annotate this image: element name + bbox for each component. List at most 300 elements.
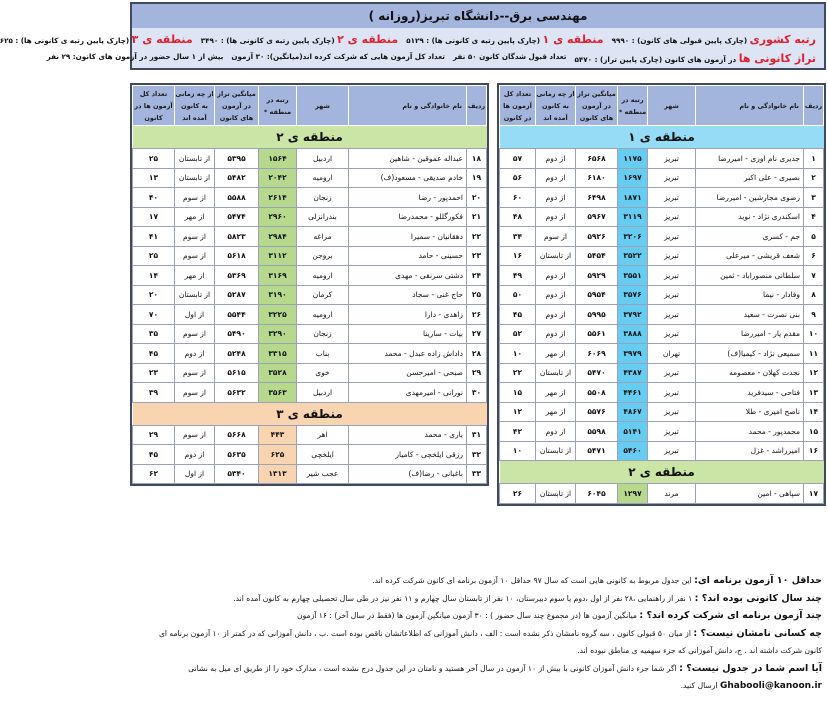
summary-header <box>0 2 826 70</box>
zone-label: منطقه ی ۳ <box>133 402 487 425</box>
zone-rank: ۲۰۴۲ <box>259 168 297 188</box>
city: تبریز <box>648 266 696 286</box>
exam-count: ۲۰ <box>133 285 175 305</box>
table-row <box>500 188 824 208</box>
average-score: ۵۵۷۶ <box>576 402 618 422</box>
zone-rank: ۳۲۰۶ <box>618 227 648 247</box>
table-row <box>133 227 487 247</box>
average-score: ۵۵۶۱ <box>576 324 618 344</box>
zone-rank: ۴۳۸۷ <box>618 363 648 383</box>
row-number: ۱۴ <box>804 402 824 422</box>
student-name: سلطانی منصوراباد - ثمین <box>696 266 804 286</box>
joined-since: از تابستان <box>536 441 576 461</box>
table-row <box>133 344 487 364</box>
zone-rank: ۱۱۷۵ <box>618 149 648 169</box>
table-row <box>500 266 824 286</box>
student-name: خادم صدیقی - مسعود(ف) <box>349 168 467 188</box>
zone-rank: ۳۱۹۰ <box>259 285 297 305</box>
zone-rank: ۳۵۵۱ <box>618 266 648 286</box>
average-score: ۵۶۱۸ <box>215 246 259 266</box>
student-name: صبحی - امیرحسن <box>349 363 467 383</box>
zone-label: منطقه ی ۲ <box>133 126 487 149</box>
zone-label: منطقه ی ۲ <box>500 461 824 484</box>
student-name: مقدم یار - امیررضا <box>696 324 804 344</box>
zone-section-header <box>500 461 824 484</box>
student-name: رزقی ایلخچی - کامیار <box>349 445 467 465</box>
row-number: ۳۲ <box>467 445 487 465</box>
exam-count: ۴۸ <box>500 207 536 227</box>
joined-since: از اول <box>175 464 215 484</box>
joined-since: از دوم <box>175 344 215 364</box>
stat-zone1: منطقه ی ۱ (چارک پایین رتبه ی کانونی ها) : ۵۱۲۹ <box>406 33 604 46</box>
joined-since: از سوم <box>175 383 215 403</box>
city: بناب <box>297 344 349 364</box>
row-number: ۱۲ <box>804 363 824 383</box>
city: تبریز <box>648 285 696 305</box>
row-number: ۲۳ <box>467 246 487 266</box>
city: تبریز <box>648 168 696 188</box>
student-name: دهقانیان - سمیرا <box>349 227 467 247</box>
student-name: ناصح امیری - طلا <box>696 402 804 422</box>
row-number: ۲۹ <box>467 363 487 383</box>
notes-section <box>132 572 822 696</box>
table-row <box>500 246 824 266</box>
city: تبریز <box>648 305 696 325</box>
student-name: بصیری - علی اکبر <box>696 168 804 188</box>
table-row <box>500 305 824 325</box>
table-row <box>500 402 824 422</box>
note-4-cont: کانون شرکت داشته اند . ج، دانش آموزانی که جزء سهمیه ی مناطق نبوده اند. <box>577 646 822 655</box>
table-row <box>500 149 824 169</box>
zone-rank: ۵۱۴۱ <box>618 422 648 442</box>
average-score: ۵۴۵۴ <box>576 246 618 266</box>
exam-count: ۲۵ <box>133 246 175 266</box>
row-number: ۲۸ <box>467 344 487 364</box>
joined-since: از دوم <box>536 149 576 169</box>
zone-rank: ۳۵۷۶ <box>618 285 648 305</box>
city: اهر <box>297 425 349 445</box>
average-score: ۵۹۲۶ <box>576 227 618 247</box>
zone-rank: ۶۲۵ <box>259 445 297 465</box>
student-name: فتاحی - سیدفرید <box>696 383 804 403</box>
stat-national-rank: رتبه کشوری (چارک پایین قبولی های کانون) : ۹۹۹۰ <box>611 33 816 46</box>
city: زنجان <box>297 188 349 208</box>
col-since: از چه زمانی به کانون آمده اند <box>536 86 576 126</box>
results-table-right <box>497 83 826 506</box>
exam-count: ۲۹ <box>133 425 175 445</box>
exam-count: ۳۵ <box>133 324 175 344</box>
zone-rank: ۳۲۲۵ <box>259 305 297 325</box>
table-row <box>500 207 824 227</box>
col-rank: رتبه در منطقه * <box>618 86 648 126</box>
average-score: ۵۶۱۵ <box>215 363 259 383</box>
row-number: ۱۹ <box>467 168 487 188</box>
average-score: ۵۶۳۲ <box>215 383 259 403</box>
table-row <box>500 363 824 383</box>
student-name: احمدپور - رضا <box>349 188 467 208</box>
exam-count: ۵۰ <box>500 285 536 305</box>
row-number: ۲۵ <box>467 285 487 305</box>
average-score: ۶۵۶۸ <box>576 149 618 169</box>
table-row <box>133 207 487 227</box>
zone-rank: ۳۹۷۹ <box>618 344 648 364</box>
city: مرند <box>648 484 696 504</box>
exam-count: ۱۲ <box>500 402 536 422</box>
city: ایلخچی <box>297 445 349 465</box>
average-score: ۵۳۴۰ <box>215 464 259 484</box>
table-row <box>133 383 487 403</box>
zone-rank: ۱۲۹۷ <box>618 484 648 504</box>
zone-rank: ۱۳۱۳ <box>259 464 297 484</box>
row-number: ۳۰ <box>467 383 487 403</box>
zone-rank: ۳۷۹۲ <box>618 305 648 325</box>
city: ارومیه <box>297 305 349 325</box>
table-header-row <box>133 86 487 126</box>
table-row <box>500 441 824 461</box>
student-name: داداش زاده عبدل - محمد <box>349 344 467 364</box>
exam-count: ۳۴ <box>500 227 536 247</box>
stats-row-1 <box>0 33 824 46</box>
joined-since: از سوم <box>175 246 215 266</box>
joined-since: از مهر <box>175 266 215 286</box>
table-row <box>133 188 487 208</box>
col-row: ردیف <box>804 86 824 126</box>
average-score: ۵۵۰۸ <box>576 383 618 403</box>
zone-rank: ۴۴۳ <box>259 425 297 445</box>
table-row <box>133 246 487 266</box>
joined-since: از تابستان <box>536 484 576 504</box>
joined-since: از دوم <box>175 445 215 465</box>
student-name: اسکندری نژاد - نوید <box>696 207 804 227</box>
exam-count: ۱۵ <box>500 383 536 403</box>
col-since: از چه زمانی به کانون آمده اند <box>175 86 215 126</box>
table-row <box>500 227 824 247</box>
exam-count: ۱۳ <box>133 168 175 188</box>
col-name: نام خانوادگی و نام <box>349 86 467 126</box>
city: تبریز <box>648 246 696 266</box>
exam-count: ۱۷ <box>133 207 175 227</box>
average-score: ۵۴۷۱ <box>576 441 618 461</box>
zone-rank: ۴۸۶۷ <box>618 402 648 422</box>
city: بندرانزلی <box>297 207 349 227</box>
zone-rank: ۳۱۶۹ <box>259 266 297 286</box>
student-name: امیرراشد - غزل <box>696 441 804 461</box>
student-name: حاج غنی - سجاد <box>349 285 467 305</box>
stat-score: تراز کانونی ها در آزمون های کانون (چارک پایین تراز) : ۵۴۷۰ <box>574 52 816 65</box>
city: تبریز <box>648 324 696 344</box>
average-score: ۵۸۲۳ <box>215 227 259 247</box>
average-score: ۵۳۹۵ <box>215 149 259 169</box>
average-score: ۵۲۸۷ <box>215 285 259 305</box>
exam-count: ۴۲ <box>500 422 536 442</box>
row-number: ۱۳ <box>804 383 824 403</box>
exam-count: ۶۰ <box>500 188 536 208</box>
row-number: ۲۷ <box>467 324 487 344</box>
row-number: ۲۴ <box>467 266 487 286</box>
table-row <box>133 363 487 383</box>
contact-email-link[interactable]: Ghabooli@kanoon.ir <box>719 681 822 691</box>
page-title: مهندسی برق--دانشگاه تبریز(روزانه ) <box>132 4 824 28</box>
exam-count: ۴۵ <box>133 445 175 465</box>
table-row <box>133 149 487 169</box>
table-row <box>133 266 487 286</box>
zone-rank: ۲۹۸۴ <box>259 227 297 247</box>
table-row <box>133 425 487 445</box>
col-city: شهر <box>297 86 349 126</box>
zone-rank: ۳۱۱۹ <box>618 207 648 227</box>
row-number: ۲۱ <box>467 207 487 227</box>
zone-label: منطقه ی ۱ <box>500 126 824 149</box>
stat-zone3: منطقه ی ۳ (چارک پایین رتبه ی کانونی ها) : ۶۲۵ <box>0 33 193 46</box>
student-name: دشتی سرنقی - مهدی <box>349 266 467 286</box>
student-name: باغبانی - رضا(ف) <box>349 464 467 484</box>
city: بروجن <box>297 246 349 266</box>
exam-count: ۷۰ <box>133 305 175 325</box>
student-name: نورانی - امیرمهدی <box>349 383 467 403</box>
zone-section-header <box>133 126 487 149</box>
joined-since: از تابستان <box>175 285 215 305</box>
col-avg: میانگین تراز در آزمون های کانون <box>215 86 259 126</box>
student-name: محمدپور - محمد <box>696 422 804 442</box>
row-number: ۳۳ <box>467 464 487 484</box>
note-1: حداقل ۱۰ آزمون برنامه ای: این جدول مربوط به کانونی هایی است که سال ۹۷ حداقل ۱۰ آزمون برنامه ای کانون شرکت کرده اند. <box>372 575 822 586</box>
zone-rank: ۳۸۸۸ <box>618 324 648 344</box>
zone-rank: ۳۲۹۰ <box>259 324 297 344</box>
student-name: عبداله عموقین - شاهین <box>349 149 467 169</box>
row-number: ۱۸ <box>467 149 487 169</box>
exam-count: ۲۶ <box>500 484 536 504</box>
zone-rank: ۴۴۶۱ <box>618 383 648 403</box>
row-number: ۱۰ <box>804 324 824 344</box>
row-number: ۲۶ <box>467 305 487 325</box>
zone-rank: ۳۱۱۲ <box>259 246 297 266</box>
city: اردبیل <box>297 383 349 403</box>
table-body <box>500 126 824 504</box>
joined-since: از دوم <box>536 305 576 325</box>
table-header-row <box>500 86 824 126</box>
zone-rank: ۱۵۶۴ <box>259 149 297 169</box>
table-body <box>133 126 487 484</box>
student-name: جدیری نام اوری - امیررضا <box>696 149 804 169</box>
student-name: بنی نصرت - سعید <box>696 305 804 325</box>
city: تهران <box>648 344 696 364</box>
zone-rank: ۲۹۶۰ <box>259 207 297 227</box>
joined-since: از مهر <box>536 383 576 403</box>
exam-count: ۵۷ <box>500 149 536 169</box>
zone-rank: ۳۳۱۵ <box>259 344 297 364</box>
city: اردبیل <box>297 149 349 169</box>
row-number: ۱ <box>804 149 824 169</box>
row-number: ۷ <box>804 266 824 286</box>
row-number: ۶ <box>804 246 824 266</box>
exam-count: ۲۲ <box>500 363 536 383</box>
row-number: ۵ <box>804 227 824 247</box>
zone-section-header <box>133 402 487 425</box>
table-row <box>500 484 824 504</box>
average-score: ۵۹۲۹ <box>576 266 618 286</box>
average-score: ۵۲۴۸ <box>215 344 259 364</box>
exam-count: ۵۲ <box>500 324 536 344</box>
exam-count: ۴۵ <box>133 344 175 364</box>
city: زنجان <box>297 324 349 344</box>
average-score: ۵۴۷۰ <box>576 363 618 383</box>
table-row <box>133 464 487 484</box>
average-score: ۵۵۸۸ <box>215 188 259 208</box>
average-score: ۵۴۹۰ <box>215 324 259 344</box>
exam-count: ۵۶ <box>500 168 536 188</box>
zone-section-header <box>500 126 824 149</box>
zone-rank: ۳۵۲۸ <box>259 363 297 383</box>
city: کرمان <box>297 285 349 305</box>
average-score: ۵۶۶۸ <box>215 425 259 445</box>
row-number: ۱۵ <box>804 422 824 442</box>
joined-since: از دوم <box>536 188 576 208</box>
city: مراغه <box>297 227 349 247</box>
row-number: ۲۰ <box>467 188 487 208</box>
col-row: ردیف <box>467 86 487 126</box>
note-3: چند آزمون برنامه ای شرکت کرده اند؟ : میانگین آزمون ها (در مجموع چند سال حضور ) : ۳۰ آزمون میانگین آزمون ها (فقط در سال آخر) : ۱۶ آزمون <box>297 610 822 621</box>
student-name: بیات - سارینا <box>349 324 467 344</box>
col-count: تعداد کل آزمون ها در کانون <box>500 86 536 126</box>
city: تبریز <box>648 149 696 169</box>
city: ارومیه <box>297 168 349 188</box>
row-number: ۸ <box>804 285 824 305</box>
table-row <box>133 168 487 188</box>
city: تبریز <box>648 227 696 247</box>
exam-count: ۶۲ <box>133 464 175 484</box>
exam-count: ۳۹ <box>133 383 175 403</box>
average-score: ۵۴۸۲ <box>215 168 259 188</box>
joined-since: از تابستان <box>536 246 576 266</box>
joined-since: از سوم <box>175 324 215 344</box>
joined-since: از دوم <box>536 266 576 286</box>
table-row <box>500 383 824 403</box>
col-city: شهر <box>648 86 696 126</box>
city: تبریز <box>648 207 696 227</box>
table-row <box>500 324 824 344</box>
joined-since: از دوم <box>536 422 576 442</box>
exam-count: ۴۵ <box>500 305 536 325</box>
exam-count: ۱۰ <box>500 344 536 364</box>
note-2: چند سال کانونی بوده اند؟ : ۱ نفر از راهنمایی ،۲۸ نفر از اول ،دوم یا سوم دبیرستان، ۱۰ نفر از تابستان سال چهارم و ۱۱ نفر نیز در طی سال تحصیلی چهارم به کانون آمده اند. <box>233 592 822 604</box>
city: ارومیه <box>297 266 349 286</box>
stat-accepted-count: تعداد قبول شدگان کانون ۵۰ نفر <box>452 52 567 61</box>
joined-since: از سوم <box>175 425 215 445</box>
average-score: ۵۴۷۴ <box>215 207 259 227</box>
average-score: ۵۹۹۵ <box>576 305 618 325</box>
table-row <box>133 305 487 325</box>
stat-multi-year: بیش از ۱ سال حضور در آزمون های کانون: ۲۹ نفر <box>46 52 224 61</box>
average-score: ۵۹۵۴ <box>576 285 618 305</box>
table-row <box>133 445 487 465</box>
zone-rank: ۱۶۹۷ <box>618 168 648 188</box>
stat-zone2: منطقه ی ۲ (چارک پایین رتبه ی کانونی ها) : ۳۴۹۰ <box>200 33 399 46</box>
note-5: آیا اسم شما در جدول نیست؟ : اگر شما جزء دانش آموزان کانونی با بیش از ۱۰ آزمون در سال آخر هستید و نامتان در این جدول درج نشده است ، مدارک خود را از طریق ای میل به نشانی <box>188 662 822 674</box>
joined-since: از تابستان <box>175 168 215 188</box>
exam-count: ۲۵ <box>133 149 175 169</box>
row-number: ۹ <box>804 305 824 325</box>
row-number: ۴ <box>804 207 824 227</box>
joined-since: از دوم <box>536 324 576 344</box>
joined-since: از سوم <box>175 188 215 208</box>
average-score: ۵۵۴۴ <box>215 305 259 325</box>
stat-exam-avg: تعداد کل آزمون هایی که شرکت کرده اند(میانگین): ۳۰ آزمون <box>231 52 445 61</box>
city: تبریز <box>648 441 696 461</box>
joined-since: از مهر <box>175 207 215 227</box>
average-score: ۵۶۳۵ <box>215 445 259 465</box>
row-number: ۳ <box>804 188 824 208</box>
table-row <box>133 324 487 344</box>
city: تبریز <box>648 383 696 403</box>
joined-since: از اول <box>175 305 215 325</box>
student-name: سپاهی - امین <box>696 484 804 504</box>
row-number: ۲۲ <box>467 227 487 247</box>
joined-since: از دوم <box>536 207 576 227</box>
student-name: زاهدی - دارا <box>349 305 467 325</box>
exam-count: ۱۰ <box>500 441 536 461</box>
average-score: ۵۳۶۹ <box>215 266 259 286</box>
joined-since: از تابستان <box>175 149 215 169</box>
exam-count: ۴۱ <box>133 227 175 247</box>
exam-count: ۱۶ <box>500 246 536 266</box>
city: عجب شیر <box>297 464 349 484</box>
zone-rank: ۲۶۱۴ <box>259 188 297 208</box>
average-score: ۶۴۹۸ <box>576 188 618 208</box>
zone-rank: ۳۵۲۲ <box>618 246 648 266</box>
exam-count: ۲۳ <box>133 363 175 383</box>
table-row <box>500 422 824 442</box>
zone-rank: ۱۸۷۱ <box>618 188 648 208</box>
col-rank: رتبه در منطقه * <box>259 86 297 126</box>
city: خوی <box>297 363 349 383</box>
student-name: رضوی مجارشین - امیررضا <box>696 188 804 208</box>
zone-rank: ۳۵۶۳ <box>259 383 297 403</box>
average-score: ۵۵۹۸ <box>576 422 618 442</box>
city: تبریز <box>648 188 696 208</box>
average-score: ۵۹۶۷ <box>576 207 618 227</box>
joined-since: از سوم <box>536 227 576 247</box>
table-row <box>133 285 487 305</box>
average-score: ۶۰۴۵ <box>576 484 618 504</box>
average-score: ۶۰۶۹ <box>576 344 618 364</box>
city: تبریز <box>648 402 696 422</box>
joined-since: از مهر <box>536 402 576 422</box>
joined-since: از مهر <box>536 344 576 364</box>
joined-since: از تابستان <box>536 363 576 383</box>
zone-rank: ۵۴۶۰ <box>618 441 648 461</box>
exam-count: ۴۰ <box>133 188 175 208</box>
student-name: وفادار - نیما <box>696 285 804 305</box>
student-name: جم - کسری <box>696 227 804 247</box>
stats-row-2 <box>46 52 824 65</box>
col-avg: میانگین تراز در آزمون های کانون <box>576 86 618 126</box>
student-name: سمیعی نژاد - کیمیا(ف) <box>696 344 804 364</box>
exam-count: ۱۴ <box>133 266 175 286</box>
student-name: فکورگللو - محمدرضا <box>349 207 467 227</box>
student-name: شعف قریشی - میرعلی <box>696 246 804 266</box>
city: تبریز <box>648 422 696 442</box>
col-count: تعداد کل آزمون ها در کانون <box>133 86 175 126</box>
col-name: نام خانوادگی و نام <box>696 86 804 126</box>
joined-since: از دوم <box>536 168 576 188</box>
city: تبریز <box>648 363 696 383</box>
results-table-left <box>130 83 489 486</box>
exam-count: ۴۹ <box>500 266 536 286</box>
row-number: ۲ <box>804 168 824 188</box>
average-score: ۶۱۸۰ <box>576 168 618 188</box>
table-row <box>500 285 824 305</box>
row-number: ۱۱ <box>804 344 824 364</box>
